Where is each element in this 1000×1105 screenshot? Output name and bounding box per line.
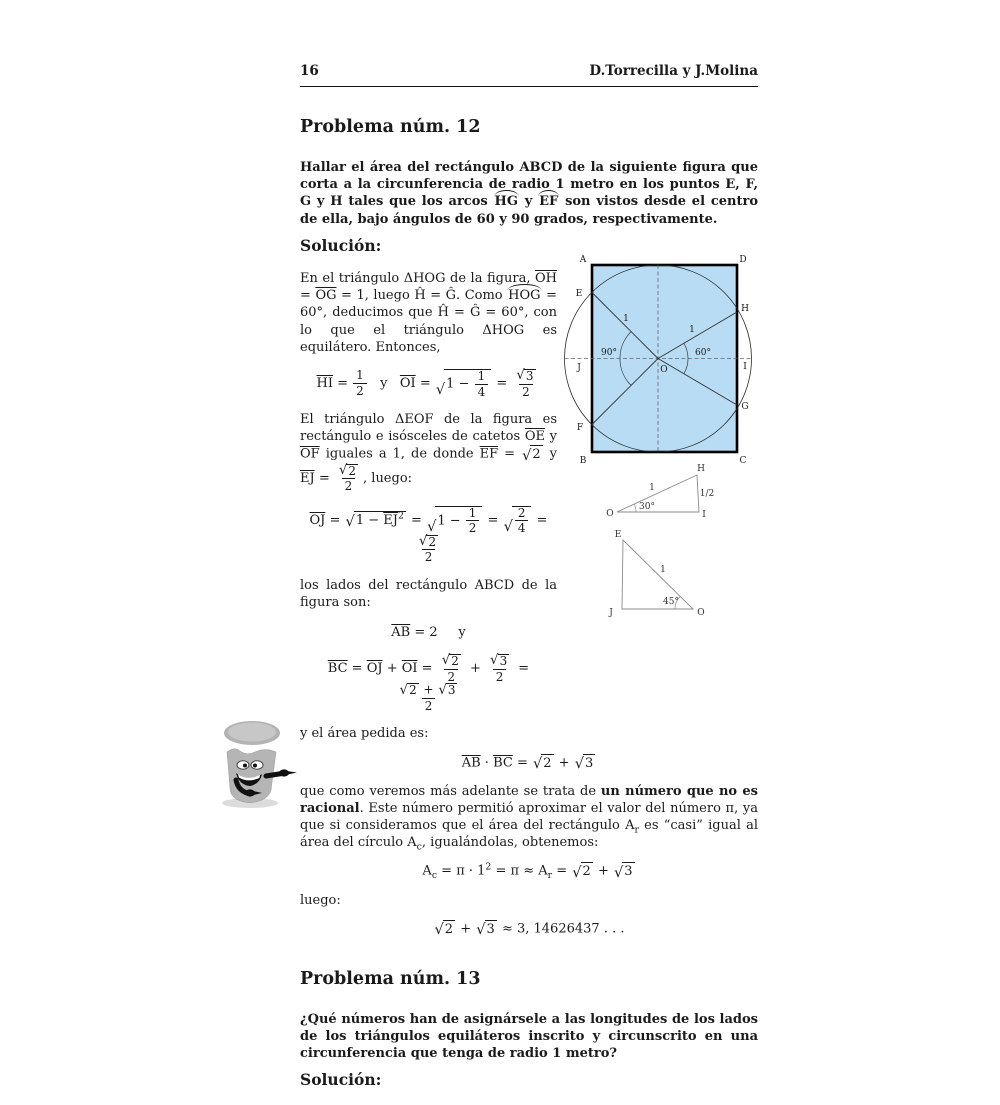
mascot-lid-top bbox=[228, 723, 276, 742]
triangle-ohi-outline bbox=[617, 475, 699, 512]
label-b: B bbox=[579, 456, 587, 466]
label-o: O bbox=[660, 365, 668, 375]
label-tri2-angle: 45° bbox=[663, 597, 679, 607]
label-tri1-side: 1/2 bbox=[699, 489, 715, 499]
label-radius-1-left: 1 bbox=[623, 314, 629, 324]
label-j: J bbox=[577, 363, 581, 373]
figure-triangle-ejo bbox=[598, 528, 710, 620]
triangle-ohi-angle-arc bbox=[634, 504, 636, 512]
formula-oj: $\overline{OJ}$ = √ $1 - \overline{EJ}^2$ = √ 1 − $\frac{1}{2}$ = √ $\frac{2}{4}$ = √ 2 2 bbox=[309, 505, 548, 565]
label-c: C bbox=[739, 456, 747, 466]
mascot-icon bbox=[210, 712, 298, 810]
paragraph-racional: que como veremos más adelante se trata de un número que no es racional. Este número permitió aproximar el valor del número π, ya que si consideramos que el área del rectángulo $A_r$ es “casi” igual al área del círculo $A_c$, igualándolas, obtenemos: bbox=[300, 783, 759, 853]
formula-ab: $\overline{AB} = 2$ y bbox=[391, 625, 466, 641]
page-number: 16 bbox=[300, 63, 319, 79]
formula-decimal: √ 2 + √ 3 ≈ 3, 14626437 . . . bbox=[434, 921, 625, 939]
paragraph-eof: El triángulo ΔEOF de la figura es rectángulo e isósceles de catetos $\overline{OE}$ y $\overline{OF}$ iguales a 1, de donde $\overline{EF}$ = √ 2 y $\overline{EJ}$ = √ 2 2 , luego: bbox=[300, 412, 558, 494]
label-g: G bbox=[741, 402, 749, 412]
problem-13-title: Problema núm. 13 bbox=[300, 968, 481, 989]
label-a: A bbox=[579, 255, 587, 265]
label-angle-60: 60° bbox=[695, 348, 711, 358]
mascot-eye-left bbox=[237, 761, 249, 769]
formula-hi-oi: $\overline{HI}$ = $\frac{1}{2}$ y $\overline{OI}$ = √ 1 − $\frac{1}{4}$ = √ 3 2 bbox=[316, 368, 534, 399]
solution-12-heading: Solución: bbox=[300, 235, 382, 255]
mascot-finger-right bbox=[283, 771, 297, 776]
label-tri1-h: H bbox=[697, 464, 705, 474]
label-tri2-o: O bbox=[697, 608, 705, 618]
label-h: H bbox=[741, 304, 749, 314]
paragraph-area-pedida: y el área pedida es: bbox=[300, 726, 429, 742]
label-angle-90: 90° bbox=[601, 348, 617, 358]
problem-12-title: Problema núm. 12 bbox=[300, 117, 481, 137]
mascot-pupil-left bbox=[243, 764, 247, 768]
label-f: F bbox=[576, 423, 584, 433]
label-tri2-j: J bbox=[609, 608, 613, 618]
formula-bc: $\overline{BC} = \overline{OJ} + \overline{OI}$ = √ 2 2 + √ 3 2 = √ 2 + √ 3 2 bbox=[327, 653, 530, 713]
label-radius-1-right: 1 bbox=[689, 325, 695, 335]
formula-pi-approx: $A_c = \pi \cdot 1^2 = \pi \approx A_r$ = √ 2 + √ 3 bbox=[422, 861, 633, 882]
mascot-eye-right bbox=[251, 761, 263, 769]
page-authors: D.Torrecilla y J.Molina bbox=[589, 63, 758, 79]
label-i: I bbox=[743, 362, 747, 372]
figure-rectangle-circle bbox=[552, 249, 764, 471]
problem-13-statement: ¿Qué números han de asignársele a las longitudes de los lados de los triángulos equiláteros inscrito y circunscrito en una circunferencia que tenga de radio 1 metro? bbox=[300, 1011, 758, 1062]
paragraph-luego: luego: bbox=[300, 892, 341, 908]
label-tri2-e: E bbox=[614, 530, 622, 540]
problem-12-statement: Hallar el área del rectángulo ABCD de la siguiente figura que corta a la circunferencia de radio 1 metro en los puntos E, F, G y H tales que los arcos HG y EF son vistos desde el centro de ella, bajo ángulos de 60 y 90 grados, respectivamente. bbox=[300, 160, 758, 227]
solution-13-heading: Solución: bbox=[300, 1070, 382, 1090]
triangle-ejo-outline bbox=[622, 540, 693, 609]
label-tri1-angle: 30° bbox=[639, 502, 655, 512]
label-tri1-hyp: 1 bbox=[649, 483, 655, 493]
figure-triangle-ohi bbox=[603, 463, 719, 521]
label-tri2-hyp: 1 bbox=[660, 565, 666, 575]
mascot-pupil-right bbox=[253, 764, 257, 768]
label-tri1-i: I bbox=[702, 510, 706, 520]
page-header bbox=[300, 63, 758, 79]
header-rule bbox=[300, 86, 758, 87]
label-d: D bbox=[739, 255, 747, 265]
paragraph-lados: los lados del rectángulo ABCD de la figura son: bbox=[300, 577, 557, 610]
label-e: E bbox=[575, 289, 583, 299]
formula-area: $\overline{AB} \cdot \overline{BC}$ = √ 2 + √ 3 bbox=[461, 755, 594, 773]
solution-left-column bbox=[300, 270, 557, 712]
label-tri1-o: O bbox=[606, 509, 614, 519]
paragraph-hog: En el triángulo ΔHOG de la figura, $\overline{OH} = \overline{OG} = 1$, luego Ĥ = Ĝ. Como HOG = 60°, deducimos que Ĥ = Ĝ = 60°, con lo que el triángulo ΔHOG es equilátero. Entonces, bbox=[300, 271, 557, 355]
